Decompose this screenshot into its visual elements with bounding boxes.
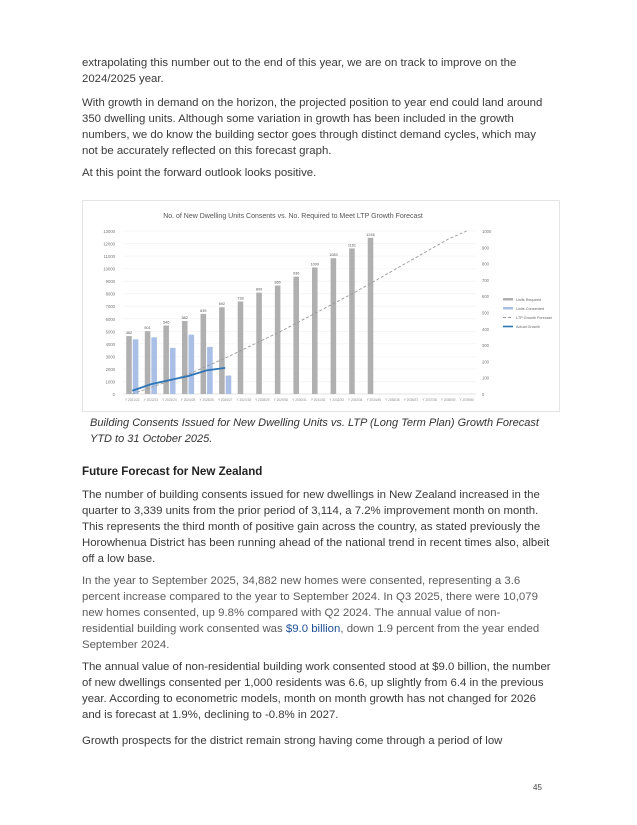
y-left-tick-label: 4000 [105, 341, 115, 347]
x-tick-label: Y 2022/23 [143, 398, 159, 402]
x-tick-label: Y 2033/34 [347, 398, 363, 402]
section-paragraph-2 [82, 573, 552, 653]
x-tick-label: Y 2037/38 [422, 398, 437, 402]
bar-units-required [256, 293, 262, 394]
bar-units-required [126, 336, 132, 394]
bar-units-consented [133, 339, 139, 394]
y-left-tick-label: 5000 [105, 329, 115, 335]
intro-paragraph-3: At this point the forward outlook looks positive. [82, 167, 317, 179]
bar-units-consented [226, 376, 232, 394]
legend-swatch [503, 307, 513, 310]
x-tick-label: Y 2030/31 [292, 398, 307, 402]
y-right-tick-label: 1000 [482, 229, 492, 234]
x-tick-label: Y 2029/30 [273, 398, 289, 402]
bar-data-label: 865 [274, 280, 281, 285]
y-left-tick-label: 10000 [103, 266, 115, 272]
x-tick-label: Y 2034/35 [366, 398, 382, 402]
paragraph-2-text-end: , down 1.9 percent from the year ended September 2024. [82, 623, 540, 651]
bar-data-label: 738 [237, 296, 244, 301]
bar-units-required [293, 277, 299, 394]
legend-label: Actual Growth [516, 325, 540, 329]
bar-units-required [312, 267, 318, 394]
bar-data-label: 809 [255, 287, 263, 292]
paragraph-2-text-start: In the year to September 2025, 34,882 new homes were consented, representing a 3.6 percent increase compared to the year to September 2024. In Q3 2025, there were 10,079 new homes consented, up 9.8% compared with Q2 2024. The annual value of non-residential building work consented was [82, 575, 538, 635]
x-tick-label: Y 2025/26 [199, 398, 214, 402]
intro-paragraph-1: extrapolating this number out to the end of this year, we are on track to improve on the 2024/2025 year. [82, 57, 517, 85]
legend-label: Units Required [516, 298, 542, 302]
y-left-tick-label: 13000 [103, 229, 115, 234]
y-right-tick-label: 900 [482, 245, 489, 251]
x-tick-label: Y 2038/39 [440, 398, 456, 402]
page-number: 45 [533, 783, 542, 792]
y-right-tick-label: 800 [482, 261, 489, 267]
x-tick-label: Y 2021/22 [125, 398, 140, 402]
bar-units-required [349, 248, 355, 394]
section-paragraph-3: The annual value of non-residential building work consented stood at $9.0 billion, the number of new dwellings consented per 1,000 residents was 6.6, up slightly from 6.4 in the previous year. According to econometric models, month on month growth has not changed for 2026 and is forecast at 1.9%, declining to -0.8% in 2027. [82, 661, 551, 721]
bar-units-consented [170, 348, 176, 394]
bar-units-required [275, 286, 281, 394]
y-left-tick-label: 3000 [105, 354, 115, 360]
bar-data-label: 1246 [366, 232, 375, 237]
non-residential-value-link[interactable]: $9.0 billion [285, 623, 341, 635]
bar-units-required [219, 307, 225, 394]
y-right-tick-label: 400 [482, 326, 489, 332]
bar-units-consented [189, 335, 195, 394]
section-paragraph-1: The number of building consents issued for new dwellings in New Zealand increased in the quarter to 3,339 units from the prior period of 3,114, a 7.2% improvement month on month. This represents the third month of positive gain across the country, as stated previously the Horowhenua District has been running ahead of the national trend in recent times also, albeit off a low base. [82, 489, 550, 565]
x-tick-label: Y 2026/27 [217, 398, 233, 402]
y-left-tick-label: 0 [112, 392, 115, 397]
section-heading: Future Forecast for New Zealand [82, 465, 263, 478]
bar-units-required [182, 321, 188, 394]
bar-units-required [201, 314, 207, 394]
bar-units-required [238, 301, 244, 394]
intro-paragraph-2: With growth in demand on the horizon, the projected position to year end could land around 350 dwelling units. Although some variation in growth has been included in the growth numbers, we do know the building sector goes through distinct demand cycles, which may not be accurately reflected on this forecast graph. [82, 97, 543, 157]
x-tick-label: Y 2024/25 [180, 398, 196, 402]
x-tick-label: Y 2035/36 [385, 398, 400, 402]
x-tick-label: Y 2027/28 [236, 398, 252, 402]
bar-data-label: 936 [293, 271, 300, 276]
chart-title: No. of New Dwelling Units Consents vs. No. Required to Meet LTP Growth Forecast [163, 213, 423, 220]
bar-data-label: 1009 [310, 262, 320, 267]
y-left-tick-label: 8000 [105, 291, 115, 297]
y-left-tick-label: 12000 [103, 241, 115, 247]
y-right-tick-label: 600 [482, 294, 489, 300]
x-tick-label: Y 2036/37 [403, 398, 419, 402]
consents-chart [83, 201, 559, 411]
bar-data-label: 546 [162, 320, 170, 325]
bar-data-label: 639 [200, 308, 207, 313]
chart-container [82, 200, 560, 412]
x-tick-label: Y 2032/33 [329, 398, 344, 402]
y-left-tick-label: 9000 [105, 279, 115, 285]
bar-data-label: 582 [181, 316, 188, 321]
bar-data-label: 462 [125, 331, 133, 336]
bar-units-required [368, 238, 374, 394]
y-left-tick-label: 11000 [103, 254, 115, 260]
legend-swatch [503, 298, 513, 301]
x-tick-label: Y 2039/40 [459, 398, 474, 402]
bar-units-required [163, 326, 169, 394]
bar-data-label: 1083 [329, 253, 338, 258]
y-left-tick-label: 1000 [105, 379, 115, 385]
x-tick-label: Y 2028/29 [255, 398, 270, 402]
bar-data-label: 501 [144, 326, 151, 331]
y-right-tick-label: 200 [482, 359, 489, 365]
y-right-tick-label: 300 [482, 343, 489, 349]
x-tick-label: Y 2023/24 [162, 398, 177, 402]
y-left-tick-label: 7000 [105, 304, 115, 310]
y-right-tick-label: 0 [482, 392, 485, 397]
legend-label: LTP Growth Forecast [516, 316, 552, 320]
y-right-tick-label: 100 [482, 375, 489, 381]
section-paragraph-4: Growth prospects for the district remain strong having come through a period of low [82, 735, 503, 747]
figure-caption: Building Consents Issued for New Dwelling Units vs. LTP (Long Term Plan) Growth Forecast YTD to 31 October 2025. [90, 417, 539, 445]
bar-data-label: 692 [218, 302, 226, 307]
chart-legend [503, 298, 553, 329]
x-tick-label: Y 2031/32 [310, 398, 326, 402]
y-left-tick-label: 6000 [105, 316, 115, 322]
y-right-tick-label: 700 [482, 277, 489, 283]
bar-data-label: 1161 [347, 243, 357, 248]
y-right-tick-label: 500 [482, 310, 489, 316]
y-left-tick-label: 2000 [105, 366, 115, 372]
bar-units-required [331, 258, 337, 394]
legend-label: Units Consented [516, 307, 545, 311]
